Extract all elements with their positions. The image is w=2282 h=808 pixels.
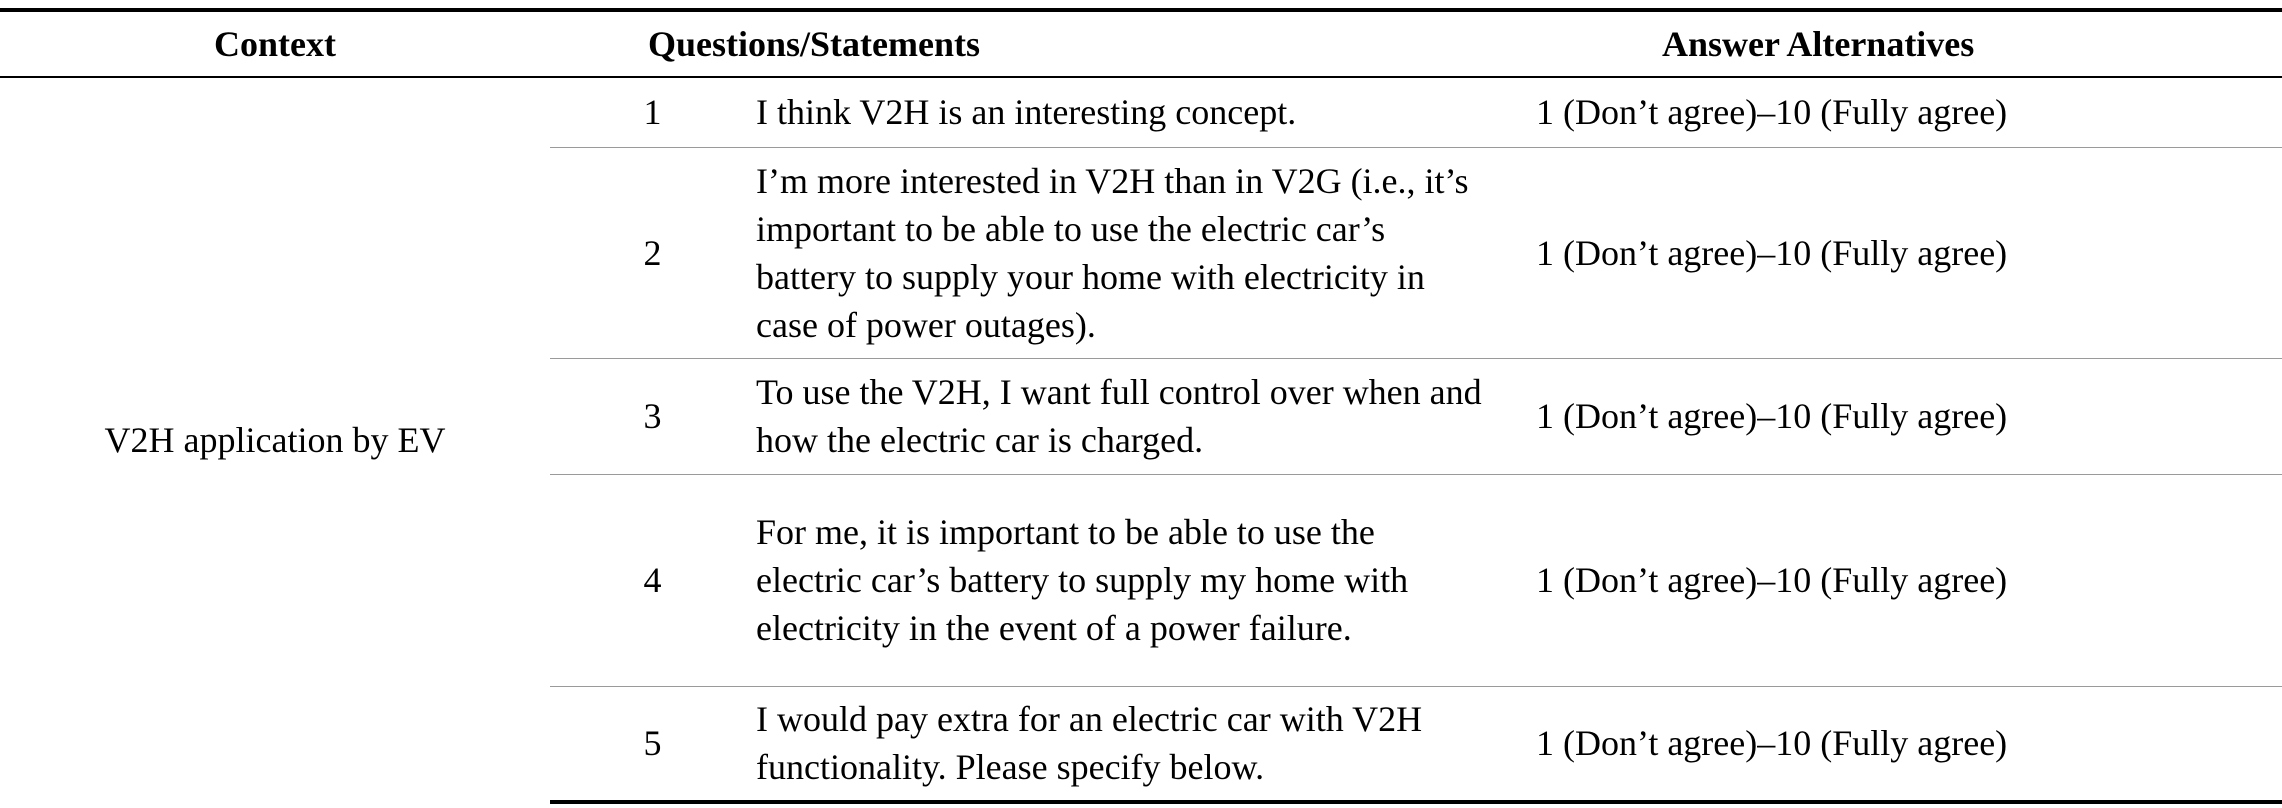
survey-table bbox=[0, 8, 2282, 804]
question-cell bbox=[755, 147, 1490, 358]
row-number: 1 bbox=[550, 77, 755, 147]
question-text: To use the V2H, I want full control over when and how the electric car is charged. bbox=[756, 372, 1482, 460]
question-cell bbox=[755, 474, 1490, 686]
answer-cell: 1 (Don’t agree)–10 (Fully agree) bbox=[1490, 686, 2282, 802]
context-cell bbox=[0, 77, 550, 802]
answer-cell: 1 (Don’t agree)–10 (Fully agree) bbox=[1490, 474, 2282, 686]
row-number: 4 bbox=[550, 474, 755, 686]
question-cell bbox=[755, 358, 1490, 474]
question-text: For me, it is important to be able to use the electric car’s battery to supply my home with electricity in the event of a power failure. bbox=[756, 512, 1409, 648]
table-header-row bbox=[0, 10, 2282, 77]
context-label: V2H application by EV bbox=[104, 420, 446, 460]
header-answers: Answer Alternatives bbox=[1490, 10, 2282, 77]
table-row bbox=[0, 77, 2282, 147]
question-cell bbox=[755, 686, 1490, 802]
answer-cell: 1 (Don’t agree)–10 (Fully agree) bbox=[1490, 147, 2282, 358]
question-cell bbox=[755, 77, 1490, 147]
row-number: 5 bbox=[550, 686, 755, 802]
question-text: I think V2H is an interesting concept. bbox=[756, 92, 1297, 133]
question-text: I would pay extra for an electric car with V2H functionality. Please specify below. bbox=[756, 699, 1423, 788]
row-number: 3 bbox=[550, 358, 755, 474]
header-questions: Questions/Statements bbox=[550, 10, 1490, 77]
question-text: I’m more interested in V2H than in V2G (i.e., it’s important to be able to use the electric car’s battery to supply your home with electricity in case of power outages). bbox=[756, 160, 1469, 345]
row-number: 2 bbox=[550, 147, 755, 358]
header-context: Context bbox=[0, 10, 550, 77]
answer-cell: 1 (Don’t agree)–10 (Fully agree) bbox=[1490, 77, 2282, 147]
answer-cell: 1 (Don’t agree)–10 (Fully agree) bbox=[1490, 358, 2282, 474]
